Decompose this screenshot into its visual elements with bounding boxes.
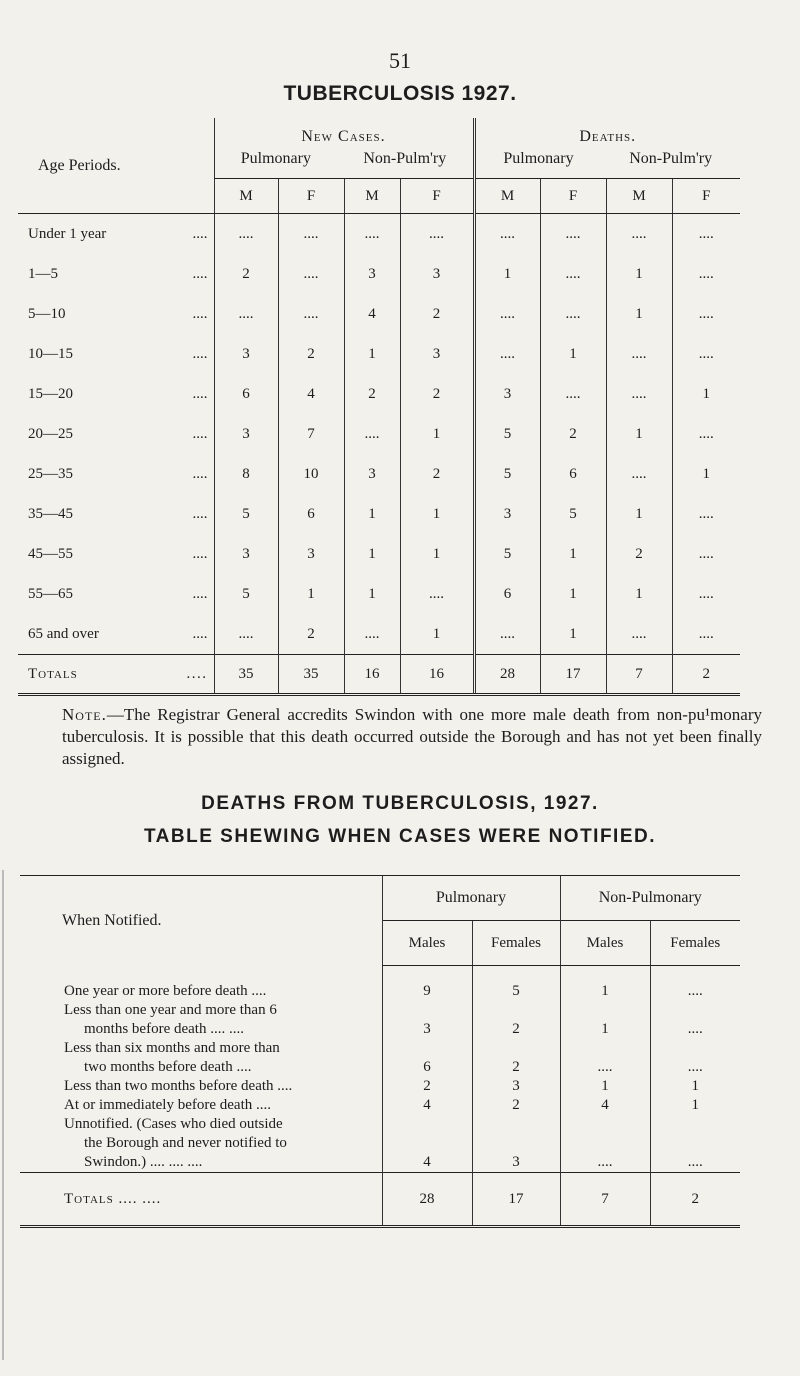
notification-label-cell bbox=[20, 1077, 382, 1096]
value-cell: 5 bbox=[474, 454, 540, 494]
age-row bbox=[18, 254, 740, 294]
value-cell: .... bbox=[214, 614, 278, 655]
value-cell: 2 bbox=[278, 334, 344, 374]
value-cell: 3 bbox=[214, 414, 278, 454]
value-cell: .... bbox=[650, 1039, 740, 1077]
new-cases-label: New Cases. bbox=[301, 128, 386, 145]
value-cell: .... bbox=[540, 214, 606, 255]
value-cell: 5 bbox=[474, 534, 540, 574]
totals-label: Totals bbox=[28, 665, 78, 682]
value-cell: 3 bbox=[474, 494, 540, 534]
value-cell: .... bbox=[672, 294, 740, 334]
value-cell: .... bbox=[650, 966, 740, 1002]
value-cell: 6 bbox=[540, 454, 606, 494]
total-cell: 17 bbox=[472, 1173, 560, 1227]
value-cell: 1 bbox=[560, 966, 650, 1002]
value-cell: .... bbox=[672, 214, 740, 255]
value-cell: .... bbox=[672, 614, 740, 655]
page-number: 51 bbox=[389, 48, 411, 73]
notification-label-line: Swindon.) .... .... .... bbox=[84, 1154, 203, 1170]
value-cell: 2 bbox=[472, 1039, 560, 1077]
value-cell: 1 bbox=[606, 494, 672, 534]
age-period-label: 45—55 bbox=[28, 545, 73, 562]
notification-row bbox=[20, 1077, 740, 1096]
age-period-cell bbox=[18, 414, 214, 454]
leader-dots: .... bbox=[192, 505, 208, 522]
sub-header-cell: M bbox=[344, 179, 400, 214]
total-cell: 17 bbox=[540, 655, 606, 695]
deaths-pulmonary-label: Pulmonary bbox=[503, 150, 574, 167]
total-cell: 28 bbox=[474, 655, 540, 695]
value-cell: 6 bbox=[474, 574, 540, 614]
deaths-label: Deaths. bbox=[579, 128, 637, 145]
value-cell: .... bbox=[672, 494, 740, 534]
value-cell: .... bbox=[650, 1001, 740, 1039]
table2-title: DEATHS FROM TUBERCULOSIS, 1927. bbox=[201, 793, 599, 814]
value-cell: 5 bbox=[472, 966, 560, 1002]
value-cell: 2 bbox=[344, 374, 400, 414]
value-cell: 1 bbox=[672, 454, 740, 494]
value-cell: .... bbox=[606, 214, 672, 255]
note-paragraph bbox=[62, 704, 762, 770]
deaths-header bbox=[474, 118, 740, 179]
notification-row bbox=[20, 1096, 740, 1115]
leader-dots: .... bbox=[192, 225, 208, 242]
value-cell: 3 bbox=[382, 1001, 472, 1039]
value-cell: .... bbox=[672, 254, 740, 294]
sub-header-cell: Females bbox=[650, 921, 740, 966]
totals-dots: .... bbox=[186, 665, 208, 682]
value-cell: 2 bbox=[214, 254, 278, 294]
age-period-label: 10—15 bbox=[28, 345, 73, 362]
value-cell: 1 bbox=[606, 294, 672, 334]
value-cell: 2 bbox=[472, 1001, 560, 1039]
notification-label-line: Less than six months and more than bbox=[64, 1040, 280, 1056]
non-pulmonary-header: Non-Pulmonary bbox=[560, 876, 740, 921]
value-cell: 1 bbox=[650, 1096, 740, 1115]
total-cell: 7 bbox=[560, 1173, 650, 1227]
value-cell: 3 bbox=[400, 254, 474, 294]
new-cases-deaths-table bbox=[18, 118, 740, 696]
value-cell: 10 bbox=[278, 454, 344, 494]
value-cell: 2 bbox=[400, 374, 474, 414]
sub-header-cell: F bbox=[672, 179, 740, 214]
value-cell: 3 bbox=[278, 534, 344, 574]
value-cell: .... bbox=[540, 254, 606, 294]
value-cell: 1 bbox=[540, 534, 606, 574]
age-period-cell bbox=[18, 614, 214, 655]
value-cell: 3 bbox=[474, 374, 540, 414]
totals-label: Totals .... .... bbox=[64, 1190, 162, 1207]
notification-label-cell bbox=[20, 1039, 382, 1077]
sub-header-cell: M bbox=[474, 179, 540, 214]
value-cell: 4 bbox=[344, 294, 400, 334]
age-period-label: Under 1 year bbox=[28, 225, 107, 242]
age-period-label: 1—5 bbox=[28, 265, 58, 282]
value-cell: 1 bbox=[540, 614, 606, 655]
total-cell: 7 bbox=[606, 655, 672, 695]
value-cell: .... bbox=[474, 334, 540, 374]
margin-rule bbox=[2, 870, 8, 1360]
age-row bbox=[18, 334, 740, 374]
value-cell: .... bbox=[400, 214, 474, 255]
note-text: —The Registrar General accredits Swindon with one more male death from non-pu¹monary tuberculosis. It is possible that this death occurred outside the Borough and has not yet been finally assigned. bbox=[62, 705, 762, 768]
value-cell: .... bbox=[474, 294, 540, 334]
value-cell: 1 bbox=[672, 374, 740, 414]
value-cell: 1 bbox=[278, 574, 344, 614]
sub-header-cell: F bbox=[540, 179, 606, 214]
value-cell: .... bbox=[672, 574, 740, 614]
new-cases-pulmonary-label: Pulmonary bbox=[240, 150, 311, 167]
age-period-cell bbox=[18, 454, 214, 494]
leader-dots: .... bbox=[192, 305, 208, 322]
total-cell: 16 bbox=[400, 655, 474, 695]
value-cell: 2 bbox=[472, 1096, 560, 1115]
total-cell: 35 bbox=[278, 655, 344, 695]
age-row bbox=[18, 214, 740, 255]
totals-label-cell bbox=[18, 655, 214, 695]
value-cell: 5 bbox=[540, 494, 606, 534]
value-cell: 1 bbox=[344, 534, 400, 574]
age-row bbox=[18, 294, 740, 334]
value-cell: 1 bbox=[400, 414, 474, 454]
notification-label-cell bbox=[20, 1115, 382, 1173]
deaths-non-pulmonary-label: Non-Pulm'ry bbox=[629, 150, 713, 167]
value-cell: 3 bbox=[344, 454, 400, 494]
note-label: Note. bbox=[62, 705, 107, 724]
value-cell: 2 bbox=[540, 414, 606, 454]
value-cell: .... bbox=[540, 374, 606, 414]
value-cell: .... bbox=[606, 374, 672, 414]
notification-label-line: Less than one year and more than 6 bbox=[64, 1002, 277, 1018]
value-cell: 4 bbox=[278, 374, 344, 414]
value-cell: .... bbox=[214, 294, 278, 334]
age-periods-header: Age Periods. bbox=[18, 118, 214, 214]
value-cell: 3 bbox=[472, 1115, 560, 1173]
value-cell: 2 bbox=[400, 294, 474, 334]
value-cell: .... bbox=[344, 614, 400, 655]
total-cell: 2 bbox=[650, 1173, 740, 1227]
value-cell: .... bbox=[344, 214, 400, 255]
age-period-cell bbox=[18, 374, 214, 414]
notification-label-line: One year or more before death .... bbox=[64, 983, 267, 999]
totals-label-cell bbox=[20, 1173, 382, 1227]
value-cell: .... bbox=[278, 294, 344, 334]
age-row bbox=[18, 494, 740, 534]
sub-header-cell: Females bbox=[472, 921, 560, 966]
total-cell: 28 bbox=[382, 1173, 472, 1227]
notification-label-line: At or immediately before death .... bbox=[64, 1097, 272, 1113]
value-cell: 1 bbox=[560, 1001, 650, 1039]
value-cell: 5 bbox=[214, 494, 278, 534]
value-cell: .... bbox=[672, 534, 740, 574]
value-cell: .... bbox=[214, 214, 278, 255]
age-period-label: 35—45 bbox=[28, 505, 73, 522]
value-cell: 2 bbox=[606, 534, 672, 574]
value-cell: 1 bbox=[400, 614, 474, 655]
age-row bbox=[18, 574, 740, 614]
value-cell: 6 bbox=[214, 374, 278, 414]
notification-row bbox=[20, 1001, 740, 1039]
notification-table bbox=[20, 875, 740, 1228]
pulmonary-header: Pulmonary bbox=[382, 876, 560, 921]
total-cell: 2 bbox=[672, 655, 740, 695]
value-cell: .... bbox=[400, 574, 474, 614]
value-cell: .... bbox=[344, 414, 400, 454]
value-cell: 1 bbox=[650, 1077, 740, 1096]
notification-row bbox=[20, 1115, 740, 1173]
age-row bbox=[18, 454, 740, 494]
value-cell: .... bbox=[672, 334, 740, 374]
sub-header-cell: Males bbox=[382, 921, 472, 966]
value-cell: 9 bbox=[382, 966, 472, 1002]
value-cell: 2 bbox=[278, 614, 344, 655]
value-cell: .... bbox=[606, 454, 672, 494]
age-period-cell bbox=[18, 494, 214, 534]
age-period-label: 65 and over bbox=[28, 625, 99, 642]
leader-dots: .... bbox=[192, 385, 208, 402]
value-cell: 1 bbox=[400, 494, 474, 534]
leader-dots: .... bbox=[192, 545, 208, 562]
value-cell: 1 bbox=[540, 574, 606, 614]
value-cell: 3 bbox=[472, 1077, 560, 1096]
sub-header-cell: Males bbox=[560, 921, 650, 966]
value-cell: 1 bbox=[344, 334, 400, 374]
table1-title: TUBERCULOSIS 1927. bbox=[283, 82, 517, 105]
value-cell: 8 bbox=[214, 454, 278, 494]
value-cell: 6 bbox=[278, 494, 344, 534]
total-cell: 35 bbox=[214, 655, 278, 695]
age-period-label: 20—25 bbox=[28, 425, 73, 442]
value-cell: .... bbox=[606, 614, 672, 655]
totals-row bbox=[18, 655, 740, 695]
table2-subtitle: TABLE SHEWING WHEN CASES WERE NOTIFIED. bbox=[143, 826, 657, 847]
notification-label-line: Less than two months before death .... bbox=[64, 1078, 293, 1094]
totals-row bbox=[20, 1173, 740, 1227]
age-row bbox=[18, 414, 740, 454]
sub-header-cell: M bbox=[606, 179, 672, 214]
value-cell: 1 bbox=[560, 1077, 650, 1096]
leader-dots: .... bbox=[192, 585, 208, 602]
value-cell: .... bbox=[650, 1115, 740, 1173]
notification-label-line: two months before death .... bbox=[84, 1059, 252, 1075]
age-period-cell bbox=[18, 214, 214, 255]
value-cell: 1 bbox=[474, 254, 540, 294]
value-cell: 6 bbox=[382, 1039, 472, 1077]
total-cell: 16 bbox=[344, 655, 400, 695]
sub-header-cell: F bbox=[400, 179, 474, 214]
notification-label-line: months before death .... .... bbox=[84, 1021, 244, 1037]
value-cell: 3 bbox=[344, 254, 400, 294]
leader-dots: .... bbox=[192, 465, 208, 482]
sub-header-cell: F bbox=[278, 179, 344, 214]
leader-dots: .... bbox=[192, 425, 208, 442]
notification-row bbox=[20, 966, 740, 1002]
notification-label-cell bbox=[20, 966, 382, 1002]
value-cell: 3 bbox=[400, 334, 474, 374]
value-cell: 5 bbox=[474, 414, 540, 454]
value-cell: .... bbox=[540, 294, 606, 334]
leader-dots: .... bbox=[192, 345, 208, 362]
value-cell: 1 bbox=[400, 534, 474, 574]
age-row bbox=[18, 614, 740, 655]
age-row bbox=[18, 374, 740, 414]
age-period-cell bbox=[18, 254, 214, 294]
value-cell: 3 bbox=[214, 334, 278, 374]
notification-label-line: the Borough and never notified to bbox=[84, 1135, 287, 1151]
new-cases-header bbox=[214, 118, 474, 179]
age-period-cell bbox=[18, 534, 214, 574]
value-cell: 5 bbox=[214, 574, 278, 614]
value-cell: 1 bbox=[344, 574, 400, 614]
age-period-cell bbox=[18, 334, 214, 374]
value-cell: 3 bbox=[214, 534, 278, 574]
value-cell: 2 bbox=[382, 1077, 472, 1096]
age-period-label: 55—65 bbox=[28, 585, 73, 602]
value-cell: 1 bbox=[606, 254, 672, 294]
leader-dots: .... bbox=[192, 625, 208, 642]
notification-label-cell bbox=[20, 1001, 382, 1039]
value-cell: .... bbox=[278, 214, 344, 255]
value-cell: 4 bbox=[382, 1096, 472, 1115]
value-cell: 4 bbox=[382, 1115, 472, 1173]
value-cell: 1 bbox=[344, 494, 400, 534]
age-period-label: 5—10 bbox=[28, 305, 66, 322]
value-cell: .... bbox=[474, 614, 540, 655]
value-cell: .... bbox=[672, 414, 740, 454]
sub-header-cell: M bbox=[214, 179, 278, 214]
new-cases-non-pulmonary-label: Non-Pulm'ry bbox=[363, 150, 447, 167]
leader-dots: .... bbox=[192, 265, 208, 282]
value-cell: 1 bbox=[606, 414, 672, 454]
age-row bbox=[18, 534, 740, 574]
value-cell: .... bbox=[474, 214, 540, 255]
value-cell: 4 bbox=[560, 1096, 650, 1115]
value-cell: .... bbox=[560, 1115, 650, 1173]
notification-row bbox=[20, 1039, 740, 1077]
value-cell: .... bbox=[606, 334, 672, 374]
age-period-cell bbox=[18, 574, 214, 614]
age-period-label: 15—20 bbox=[28, 385, 73, 402]
value-cell: .... bbox=[278, 254, 344, 294]
age-period-label: 25—35 bbox=[28, 465, 73, 482]
notification-label-line: Unnotified. (Cases who died outside bbox=[64, 1116, 283, 1132]
value-cell: 1 bbox=[606, 574, 672, 614]
value-cell: 2 bbox=[400, 454, 474, 494]
value-cell: 1 bbox=[540, 334, 606, 374]
value-cell: 7 bbox=[278, 414, 344, 454]
when-notified-header: When Notified. bbox=[20, 876, 382, 966]
value-cell: .... bbox=[560, 1039, 650, 1077]
age-period-cell bbox=[18, 294, 214, 334]
notification-label-cell bbox=[20, 1096, 382, 1115]
